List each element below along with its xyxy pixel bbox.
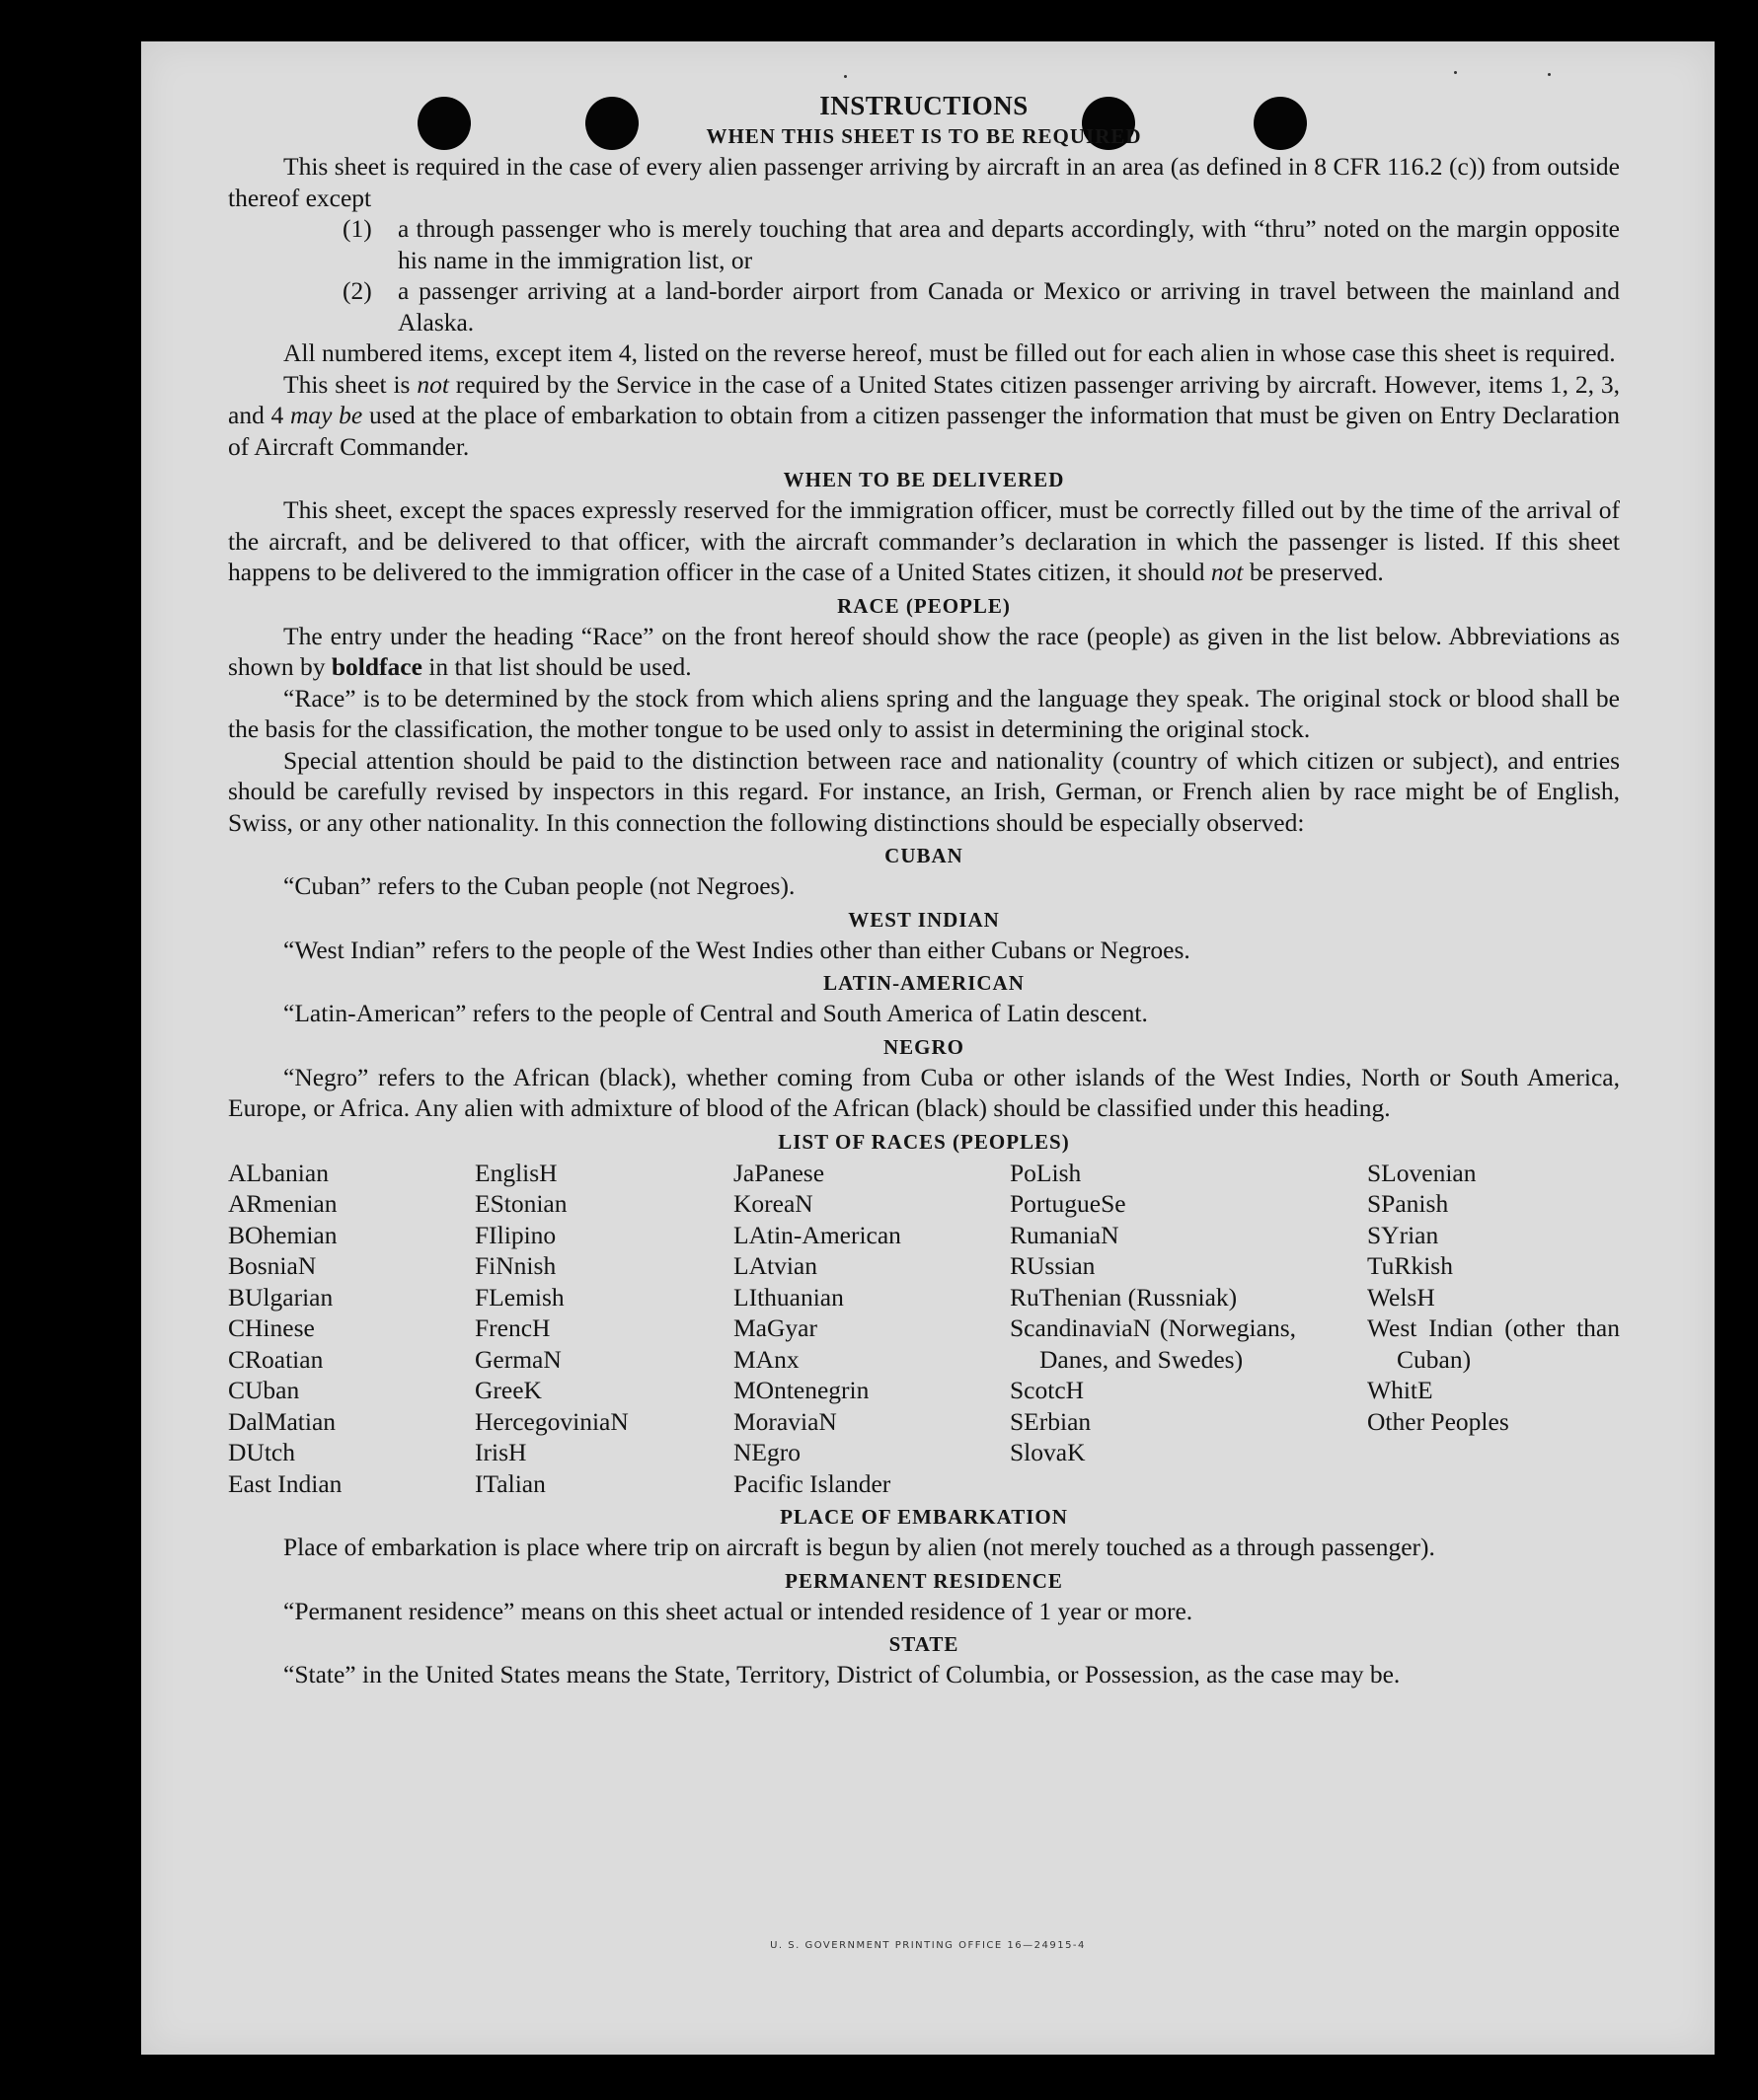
- text-run: used at the place of embarkation to obtain from a citizen passenger the information that must be given on Entry Declaration of Aircraft Commander.: [228, 401, 1620, 461]
- text-run: be preserved.: [1243, 558, 1384, 586]
- race-entry: DUtch: [228, 1438, 295, 1466]
- race-entry: LIthuanian: [733, 1282, 844, 1312]
- race-entry: LAtvian: [733, 1251, 817, 1280]
- bold-text: boldface: [331, 652, 422, 681]
- race-entry: MaGyar: [733, 1313, 817, 1342]
- race-column: [733, 1158, 1010, 1500]
- race-column: [1010, 1158, 1296, 1500]
- race-entry: CHinese: [228, 1313, 315, 1342]
- race-entry: TuRkish: [1367, 1251, 1453, 1280]
- race-entry: SlovaK: [1010, 1438, 1086, 1466]
- definition: “West Indian” refers to the people of the West Indies other than either Cubans or Negroes.: [283, 935, 1190, 964]
- definition: “Negro” refers to the African (black), whether coming from Cuba or other islands of the West Indies, North or South America, Europe, or Africa. Any alien with admixture of blood of the African (black) should be classified under this heading.: [228, 1062, 1620, 1122]
- document-page: [141, 41, 1715, 2055]
- section-heading-state: STATE: [888, 1632, 959, 1656]
- italic-text: not: [417, 369, 449, 399]
- speck: [1548, 73, 1551, 76]
- paragraph: Place of embarkation is place where trip on aircraft is begun by alien (not merely touched as a through passenger).: [283, 1533, 1435, 1561]
- section-heading-latin-american: LATIN-AMERICAN: [823, 971, 1025, 995]
- italic-text: not: [1210, 558, 1244, 586]
- item-text: a through passenger who is merely touching that area and departs accordingly, with “thru” noted on the margin opposite his name in the immigration list, or: [398, 214, 1620, 274]
- race-entry: HercegoviniaN: [475, 1406, 629, 1436]
- race-entry: SLovenian: [1367, 1158, 1477, 1187]
- race-entry: EnglisH: [475, 1158, 558, 1187]
- race-entry: GermaN: [475, 1344, 562, 1374]
- race-entry: MAnx: [733, 1344, 800, 1374]
- text-run: required by the Service in the case of a United States citizen passenger arriving by aircraft. However, items 1, 2, 3, and 4: [228, 369, 1620, 429]
- race-entry: WelsH: [1367, 1282, 1435, 1312]
- paragraph: “Race” is to be determined by the stock from which aliens spring and the language they speak. The original stock or blood shall be the basis for the classification, the mother tongue to be used only to assist in determining the original stock.: [228, 683, 1620, 743]
- item-number: (2): [343, 276, 372, 305]
- race-column: [475, 1158, 733, 1500]
- numbered-item: [343, 275, 1620, 338]
- paragraph: [228, 494, 1620, 588]
- paragraph: [228, 621, 1620, 683]
- item-text: a passenger arriving at a land-border airport from Canada or Mexico or arriving in travel between the mainland and Alaska.: [398, 276, 1620, 337]
- race-list: [228, 1158, 1620, 1500]
- race-entry: FiNnish: [475, 1251, 557, 1280]
- race-entry: DalMatian: [228, 1406, 337, 1436]
- text-run: The entry under the heading “Race” on the front hereof should show the race (people) as given in the list below. Abbreviations as shown by: [228, 621, 1620, 681]
- text-run: This sheet is: [283, 369, 418, 399]
- race-entry: ALbanian: [228, 1158, 329, 1187]
- paragraph: “State” in the United States means the State, Territory, District of Columbia, or Possession, as the case may be.: [283, 1660, 1401, 1688]
- race-entry: GreeK: [475, 1376, 542, 1404]
- race-entry: CUban: [228, 1376, 300, 1404]
- race-entry: LAtin-American: [733, 1220, 901, 1249]
- race-entry: Pacific Islander: [733, 1468, 891, 1498]
- page-title: INSTRUCTIONS: [819, 91, 1029, 120]
- paragraph: All numbered items, except item 4, listed on the reverse hereof, must be filled out for each alien in whose case this sheet is required.: [283, 338, 1616, 367]
- section-heading-west-indian: WEST INDIAN: [848, 907, 1000, 932]
- race-entry: RuThenian (Russniak): [1010, 1282, 1238, 1312]
- section-heading-cuban: CUBAN: [884, 844, 963, 867]
- section-heading-list: LIST OF RACES (PEOPLES): [778, 1129, 1070, 1154]
- section-heading-negro: NEGRO: [882, 1034, 964, 1059]
- race-entry: BosniaN: [228, 1251, 317, 1280]
- race-entry: KoreaN: [733, 1189, 813, 1218]
- race-entry: WhitE: [1367, 1376, 1433, 1404]
- race-column: [228, 1158, 475, 1500]
- race-entry: MoraviaN: [733, 1406, 837, 1436]
- item-number: (1): [343, 214, 372, 243]
- race-entry: SErbian: [1010, 1406, 1092, 1436]
- race-entry: Other Peoples: [1367, 1406, 1509, 1436]
- race-entry: ScandinaviaN (Norwegians, Danes, and Swedes): [1010, 1313, 1296, 1374]
- race-entry: BOhemian: [228, 1220, 338, 1249]
- race-entry: East Indian: [228, 1468, 343, 1498]
- race-entry: FrencH: [475, 1313, 551, 1342]
- speck: [844, 75, 847, 78]
- race-entry: PortugueSe: [1010, 1189, 1126, 1218]
- section-heading-required: WHEN THIS SHEET IS TO BE REQUIRED: [706, 124, 1142, 148]
- italic-text: may be: [289, 401, 363, 429]
- definition: “Cuban” refers to the Cuban people (not Negroes).: [283, 871, 796, 900]
- speck: [1454, 71, 1457, 74]
- race-entry: West Indian (other than Cuban): [1367, 1313, 1620, 1374]
- race-column: [1367, 1158, 1620, 1500]
- section-heading-residence: PERMANENT RESIDENCE: [785, 1568, 1063, 1593]
- printer-imprint: U. S. GOVERNMENT PRINTING OFFICE 16—24915-4: [770, 1940, 1086, 1951]
- race-entry: BUlgarian: [228, 1282, 334, 1312]
- text-run: in that list should be used.: [421, 652, 692, 681]
- definition: “Latin-American” refers to the people of Central and South America of Latin descent.: [283, 999, 1148, 1027]
- race-entry: PoLish: [1010, 1158, 1082, 1187]
- numbered-item: [343, 213, 1620, 275]
- text-run: This sheet, except the spaces expressly reserved for the immigration officer, must be correctly filled out by the time of the arrival of the aircraft, and be delivered to that officer, with the aircraft commander’s declaration in which the passenger is listed. If this sheet happens to be delivered to the immigration officer in the case of a United States citizen, it should: [228, 495, 1620, 586]
- race-entry: RumaniaN: [1010, 1220, 1119, 1249]
- race-entry: ScotcH: [1010, 1376, 1085, 1404]
- race-entry: SYrian: [1367, 1220, 1439, 1249]
- race-entry: CRoatian: [228, 1344, 324, 1374]
- race-entry: IrisH: [475, 1438, 527, 1466]
- race-entry: JaPanese: [733, 1158, 825, 1187]
- race-entry: FIlipino: [475, 1220, 557, 1249]
- race-entry: RUssian: [1010, 1251, 1096, 1280]
- instructions-body: [228, 89, 1620, 1690]
- race-entry: SPanish: [1367, 1189, 1449, 1218]
- race-entry: ITalian: [475, 1468, 546, 1498]
- race-entry: EStonian: [475, 1189, 568, 1218]
- race-entry: MOntenegrin: [733, 1376, 870, 1404]
- paragraph: [228, 369, 1620, 463]
- section-heading-delivered: WHEN TO BE DELIVERED: [783, 468, 1065, 491]
- race-entry: NEgro: [733, 1438, 801, 1466]
- paragraph: This sheet is required in the case of every alien passenger arriving by aircraft in an area (as defined in 8 CFR 116.2 (c)) from outside thereof except: [228, 152, 1620, 212]
- paragraph: “Permanent residence” means on this sheet actual or intended residence of 1 year or more.: [283, 1596, 1193, 1625]
- section-heading-embarkation: PLACE OF EMBARKATION: [780, 1505, 1068, 1529]
- section-heading-race: RACE (PEOPLE): [837, 593, 1011, 618]
- paragraph: Special attention should be paid to the distinction between race and nationality (country of which citizen or subject), and entries should be carefully revised by inspectors in this regard. For instance, an Irish, German, or French alien by race might be of English, Swiss, or any other nationality. In this connection the following distinctions should be especially observed:: [228, 745, 1620, 837]
- race-entry: ARmenian: [228, 1189, 338, 1218]
- race-entry: FLemish: [475, 1282, 565, 1312]
